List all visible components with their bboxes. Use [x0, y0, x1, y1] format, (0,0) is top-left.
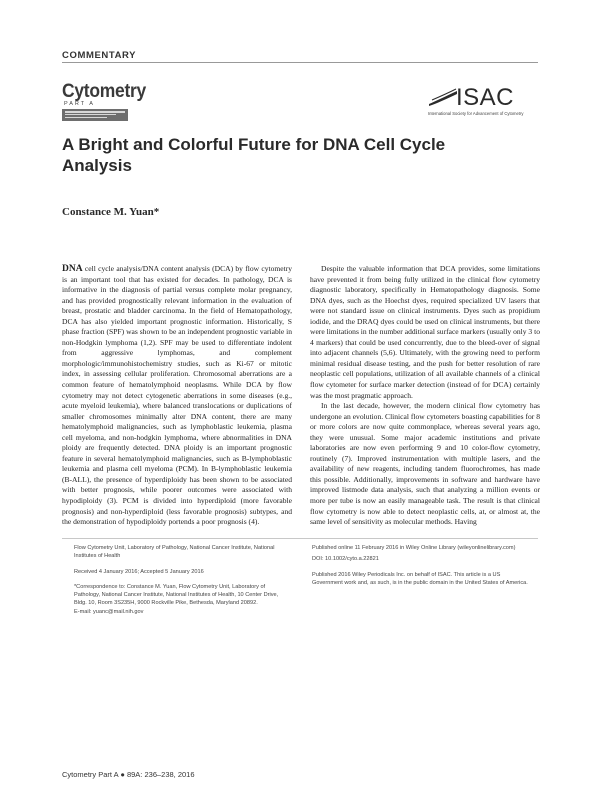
journal-name: Cytometry [62, 81, 146, 102]
isac-wordmark: ISAC [456, 84, 515, 111]
journal-logo[interactable] [62, 82, 152, 121]
isac-tagline: International Society for Advancement of Cytometry [428, 111, 524, 116]
footnotes-right [312, 544, 532, 594]
affiliation: Flow Cytometry Unit, Laboratory of Pathology, National Cancer Institute, National Institutes of Health [74, 545, 275, 560]
journal-band [62, 109, 128, 121]
doi-link[interactable]: DOI: 10.1002/cyto.a.22821 [312, 556, 379, 563]
email-link[interactable]: E-mail: yuanc@mail.nih.gov [74, 608, 144, 615]
footer-citation: Cytometry Part A ● 89A: 236–238, 2016 [62, 770, 195, 779]
dropcap: DNA [62, 264, 83, 274]
section-label: COMMENTARY [62, 50, 137, 61]
isac-swoosh-icon [428, 88, 458, 108]
body-paragraph [62, 264, 292, 528]
body-paragraph: Despite the valuable information that DCA provides, some limitations have prevented it from being fully utilized in the clinical flow cytometry diagnostic laboratory, specifically in Hematopathology diagnosis. Some DNA dyes, such as the Hoechst dyes, required specialized UV lasers that were not standard issue on clinical instruments. Dyes such as propidium iodide, and the DRAQ dyes could be used on clinical instruments, but there were limitations in the number additional surface markers (usually only 3 to 4 markers) that could be used concurrently, due to the bleed-over of signal into adjacent channels (5,6). Ultimately, with the growing need to perform minimal residual disease testing, and the push for better resolution of rare neoplastic cell populations, utilization of all available channels of a clinical flow cytometer for surface marker detection (instead of for DCA) certainly was the most pragmatic approach. [310, 264, 540, 400]
published-online: Published online 11 February 2016 in Wiley Online Library (wileyonlinelibrary.com) [312, 545, 516, 551]
body-text: cell cycle analysis/DNA content analysis (DCA) by flow cytometry is an important tool that has existed for decades. In pathology, DCA is informative in the diagnosis of partial versus complete molar pregnancy, and has provided prognostically relevant information in the evaluation of breast, prostatic and bladder carcinoma. In the field of Hematopathology, DCA has also yielded important prognostic information. Historically, S phase fraction (SPF) was shown to be an independent prognostic variable in non-Hodgkin lymphoma (1,2). SPF may be used to differentiate indolent from aggressive lymphomas, and complement morphologic/immunohistochemistry studies, such as Ki-67 or mitotic index, in assessing cellular proliferation. Chromosomal aberrations are a common feature of hematolymphoid neoplasms. While DCA by flow cytometry may not detect cytogenetic aberrations in some diseases (e.g., acute myeloid leukemia), where balanced translocations or duplications of smaller chromosomes minimally alter DNA content, there are many hematolymphoid malignancies, such as lymphoblastic leukemia, plasma cell myeloma, and non-hodgkin lymphoma, where abnormalities in DNA ploidy are frequently detected. DNA ploidy is an important prognostic feature in several hematolymphoid malignancies, such as B-lymphoblastic leukemia and plasma cell myeloma (PCM). In B-lymphoblastic leukemia (B-ALL), the presence of hyperdiploidy has been shown to be associated with better prognosis, while poorer outcomes were associated with hypodiploidy (3). PCM is divided into hyperdiploid (more favorable prognosis) and non-hyperdiploid (less favorable prognosis) subtypes, and the demonstration of hypodiploidy portends a poor prognosis (4). [62, 264, 292, 527]
received-date: Received 4 January 2016; Accepted 5 January 2016 [74, 568, 204, 575]
article-author: Constance M. Yuan* [62, 206, 160, 218]
footnote-rule [62, 538, 538, 539]
correspondence: *Correspondence to: Constance M. Yuan, Flow Cytometry Unit, Laboratory of Pathology, National Cancer Institute, National Institutes of Health, 10 Center Drive, Bldg. 10, Room 3S235H, 9000 Rockville Pike, Bethesda, Maryland 20892. E-mail: yuanc@mail.nih.gov [74, 583, 279, 615]
copyright: Published 2016 Wiley Periodicals Inc. on behalf of ISAC. This article is a US Government work and, as such, is in the public domain in the United States of America. [312, 571, 528, 586]
journal-part: PART A [64, 101, 95, 107]
header-rule [62, 62, 538, 63]
body-column-left [62, 264, 292, 528]
isac-logo[interactable] [428, 86, 540, 116]
body-column-right [310, 264, 540, 528]
article-title: A Bright and Colorful Future for DNA Cell Cycle Analysis [62, 135, 446, 175]
footnotes-left [74, 544, 292, 616]
body-paragraph: In the last decade, however, the modern clinical flow cytometry has undergone an evolution. Clinical flow cytometers boasting capabilities for 8 or more colors are now quite commonplace, whereas several years ago, they were unusual. Some major academic institutions and private laboratories are now even performing 9 and 10 color-flow cytometry, routinely (7). Improved instrumentation with multiple lasers, and the availability of new reagents, including tandem fluorochromes, has made this possible. Additionally, improvements in software and hardware have improved listmode data analysis, such that analyzing a million events or more per tube is now an easily manageable task. The result is that clinical flow cytometry is now able to detect neoplastic cells, at, or almost at, the same level of sensitivity as molecular methods. Having [310, 401, 540, 527]
